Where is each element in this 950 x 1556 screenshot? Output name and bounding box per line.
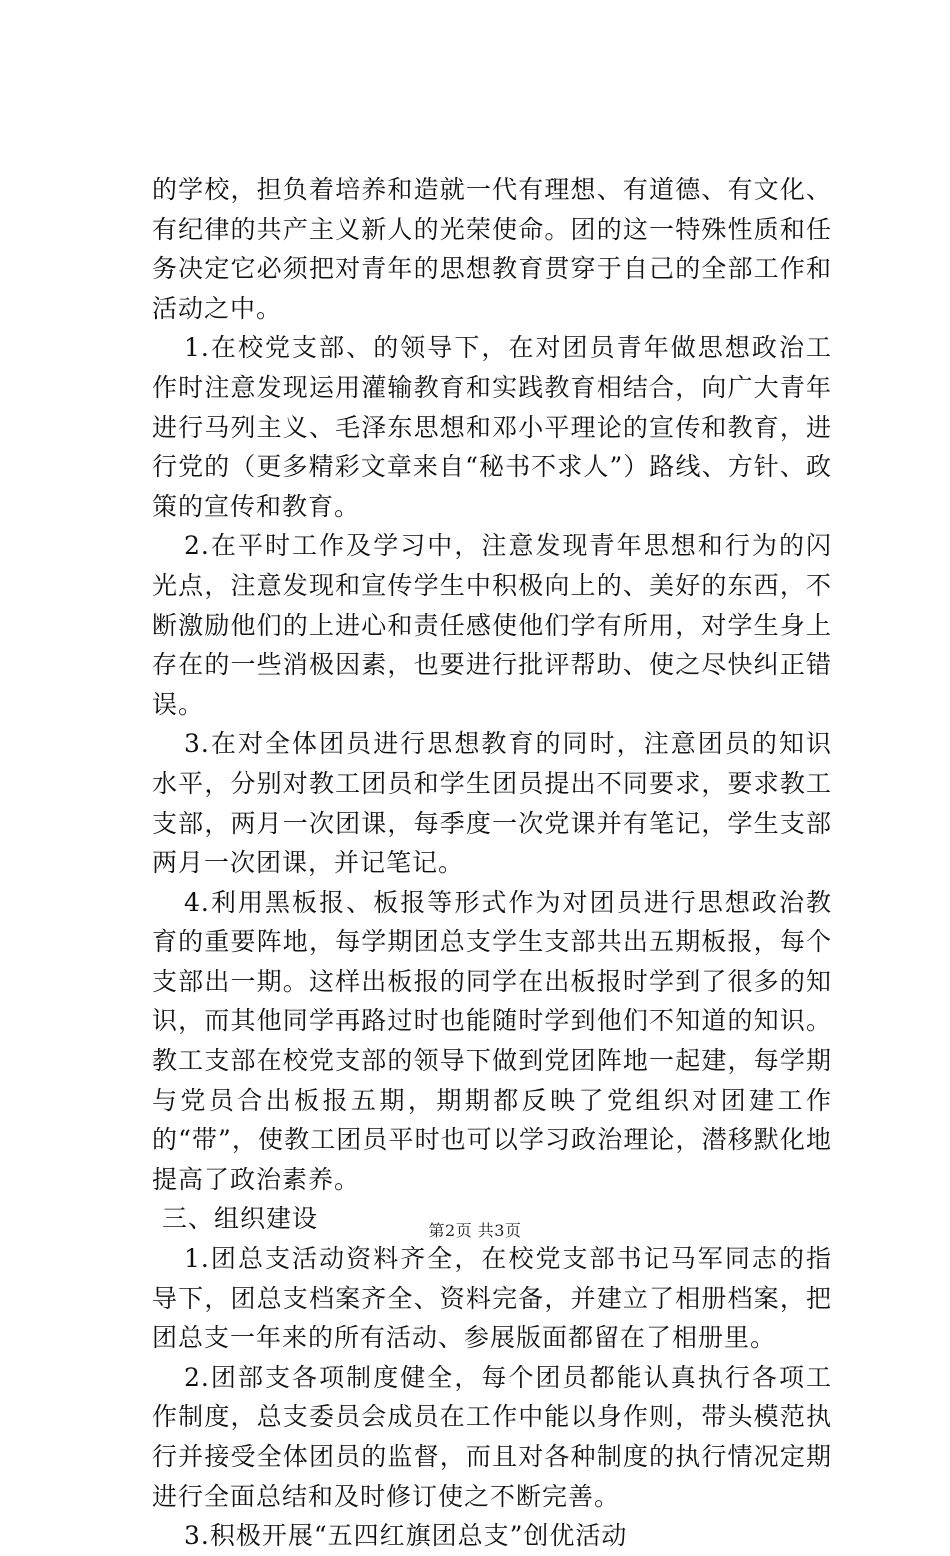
paragraph-item-2: 2.在平时工作及学习中，注意发现青年思想和行为的闪光点，注意发现和宣传学生中积极向上的、美好的东西，不断激励他们的上进心和责任感使他们学有所用，对学生身上存在的一些消极因素，也要进行批评帮助、使之尽快纠正错误。 xyxy=(152,531,832,719)
paragraph-item-4: 4.利用黑板报、板报等形式作为对团员进行思想政治教育的重要阵地，每学期团总支学生支部共出五期板报，每个支部出一期。这样出板报的同学在出板报时学到了很多的知识，而其他同学再路过时也能随时学到他们不知道的知识。教工支部在校党支部的领导下做到党团阵地一起建，每学期与党员合出板报五期，期期都反映了党组织对团建工作的“带”，使教工团员平时也可以学习政治理论，潜移默化地提高了政治素养。 xyxy=(152,887,832,1194)
paragraph-org-item-1: 1.团总支活动资料齐全，在校党支部书记马军同志的指导下，团总支档案齐全、资料完备，并建立了相册档案，把团总支一年来的所有活动、参展版面都留在了相册里。 xyxy=(152,1244,832,1353)
paragraph-org-item-2: 2.团部支各项制度健全，每个团员都能认真执行各项工作制度，总支委员会成员在工作中能以身作则，带头模范执行并接受全体团员的监督，而且对各种制度的执行情况定期进行全面总结和及时修订使之不断完善。 xyxy=(152,1362,832,1511)
paragraph-org-item-3: 3.积极开展“五四红旗团总支”创优活动 xyxy=(184,1521,628,1551)
paragraph-item-1: 1.在校党支部、的领导下，在对团员青年做思想政治工作时注意发现运用灌输教育和实践教育相结合，向广大青年进行马列主义、毛泽东思想和邓小平理论的宣传和教育，进行党的（更多精彩文章来自“秘书不求人”）路线、方针、政策的宣传和教育。 xyxy=(152,333,832,521)
document-body xyxy=(152,170,832,1556)
page-footer: 第2页 共3页 xyxy=(428,1221,522,1240)
paragraph-item-3: 3.在对全体团员进行思想教育的同时，注意团员的知识水平，分别对教工团员和学生团员提出不同要求，要求教工支部，两月一次团课，每季度一次党课并有笔记，学生支部两月一次团课，并记笔记。 xyxy=(152,729,832,878)
section-heading: 三、组织建设 xyxy=(162,1204,319,1234)
paragraph-continuation: 的学校，担负着培养和造就一代有理想、有道德、有文化、有纪律的共产主义新人的光荣使命。团的这一特殊性质和任务决定它必须把对青年的思想教育贯穿于自己的全部工作和活动之中。 xyxy=(152,175,832,323)
